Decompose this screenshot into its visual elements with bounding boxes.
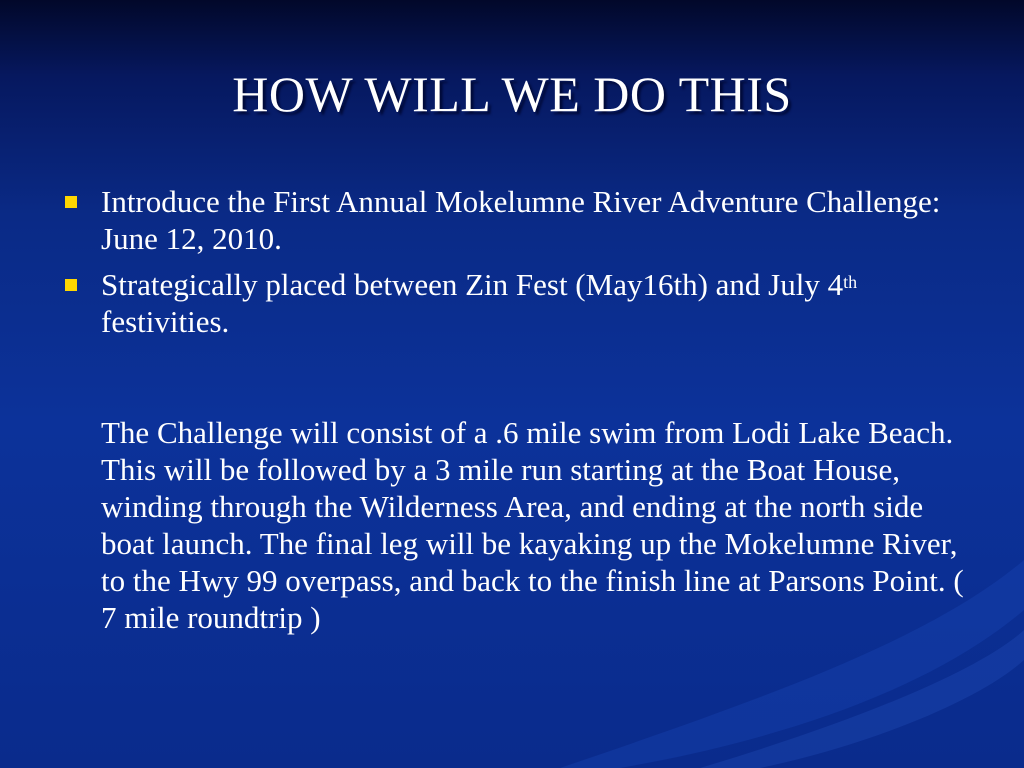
square-bullet-icon — [65, 196, 77, 208]
slide-title: HOW WILL WE DO THIS — [232, 66, 792, 122]
square-bullet-icon — [65, 279, 77, 291]
bullet-text-2-end: festivities. — [101, 304, 230, 339]
bullet-text-2 — [101, 267, 857, 339]
bullet-item-1 — [60, 183, 980, 257]
bullet-text-2-start: Strategically placed between Zin Fest (May16th) and July 4 — [101, 267, 844, 302]
ordinal-superscript: th — [843, 272, 858, 292]
slide-content — [60, 183, 980, 636]
bullet-item-2 — [60, 266, 980, 340]
bullet-text-1: Introduce the First Annual Mokelumne River Adventure Challenge: June 12, 2010. — [101, 184, 941, 256]
challenge-description: The Challenge will consist of a .6 mile swim from Lodi Lake Beach. This will be followed by a 3 mile run starting at the Boat House, winding through the Wilderness Area, and ending at the north side boat launch. The final leg will be kayaking up the Mokelumne River, to the Hwy 99 overpass, and back to the finish line at Parsons Point. ( 7 mile roundtrip ) — [101, 415, 964, 635]
